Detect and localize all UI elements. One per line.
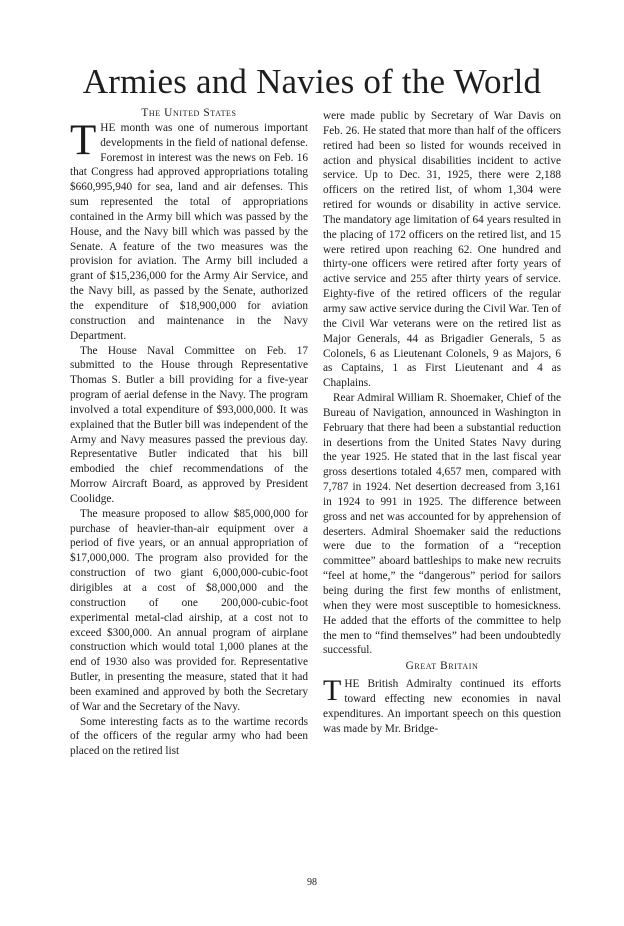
page-number: 98 (307, 877, 317, 888)
left-column (70, 106, 308, 759)
article-paragraph: Rear Admiral William R. Shoemaker, Chief of the Bureau of Navigation, announced in Washington in February that there had been a substantial reduction in desertions from the United States Navy during the year 1925. He stated that in the last fiscal year gross desertions totaled 4,657 men, compared with 7,787 in 1924. Net desertion decreased from 3,161 in 1924 to 991 in 1925. The difference between gross and net was accounted for by apprehension of deserters. Admiral Shoemaker said the reductions were due to the formation of a “reception committee” aboard battleships to make new recruits “feel at home,” the “dangerous” period for sailors being during the first few months of enlistment, when they were most susceptible to homesickness. He added that the efforts of the committee to help the men to “find themselves” had been undoubtedly successful. (323, 392, 561, 657)
article-paragraph (323, 674, 561, 736)
page-title: Armies and Navies of the World (82, 62, 542, 101)
drop-cap: T (323, 674, 342, 708)
article-paragraph: Some interesting facts as to the wartime records of the officers of the regular army who had been placed on the retired list (70, 715, 308, 758)
article-paragraph: The measure proposed to allow $85,000,000 for purchase of heavier-than-air equipment over a period of five years, or an annual appropriation of $17,000,000. The program also provided for the construction of two giant 6,000,000-cubic-foot dirigibles at a cost of $8,000,000 and the construction of one 200,000-cubic-foot experimental metal-clad airship, at a cost not to exceed $300,000. An annual program of airplane construction which would total 1,000 planes at the end of 1930 also was provided for. Representative Butler, in presenting the measure, stated that it had been examined and approved by both the Secretary of War and the Secretary of the Navy. (70, 507, 308, 713)
right-column (323, 109, 561, 736)
drop-cap: T (70, 116, 97, 164)
section-heading-united-states: The United States (141, 107, 237, 119)
paragraph-text: HE month was one of numerous important developments in the field of national defense. Foremost in interest was the news on Feb. 16 that Congress had approved appropriations totaling $660,995,940 for sea, land and air defenses. This sum represented the total of appropriations contained in the Army bill which was passed by the House, and the Navy bill which was passed by the Senate. A feature of the two measures was the provision for aviation. The Army bill included a grant of $15,236,000 for the Army Air Service, and the Navy bill, as passed by the Senate, authorized the expenditure of $18,900,000 for aviation construction and maintenance in the Navy Department. (70, 121, 308, 342)
article-paragraph: were made public by Secretary of War Davis on Feb. 26. He stated that more than half of the officers retired had been so listed for wounds received in action and physical disabilities incident to active service. Up to Dec. 31, 1925, there were 2,188 officers on the retired list, of whom 1,304 were retired for wounds or disability in active service. The mandatory age limitation of 64 years resulted in the placing of 172 officers on the retired list, and 15 were retired upon reaching 62. One hundred and thirty-one officers were retired after forty years of active service and 255 after thirty years of service. Eighty-five of the retired officers of the regular army saw active service during the Civil War. Ten of the Civil War veterans were on the retired list as Major Generals, 44 as Brigadier Generals, 5 as Colonels, 6 as Lieutenant Colonels, 9 as Majors, 6 as Captains, 1 as First Lieutenant and 4 as Chaplains. (323, 110, 561, 390)
section-heading-great-britain: Great Britain (405, 660, 479, 673)
article-paragraph (70, 116, 308, 344)
paragraph-text: HE British Admiralty continued its efforts toward effecting new economies in naval expenditures. An important speech on this question was made by Mr. Bridge- (323, 678, 561, 735)
article-paragraph: The House Naval Committee on Feb. 17 submitted to the House through Representative Thomas S. Butler a bill providing for a five-year program of aerial defense in the Navy. The program involved a total expenditure of $93,000,000. It was explained that the Butler bill was independent of the Army and Navy measures passed the previous day. Representative Butler indicated that his bill embodied the chief recommendations of the Morrow Aircraft Board, as approved by President Coolidge. (70, 344, 308, 505)
